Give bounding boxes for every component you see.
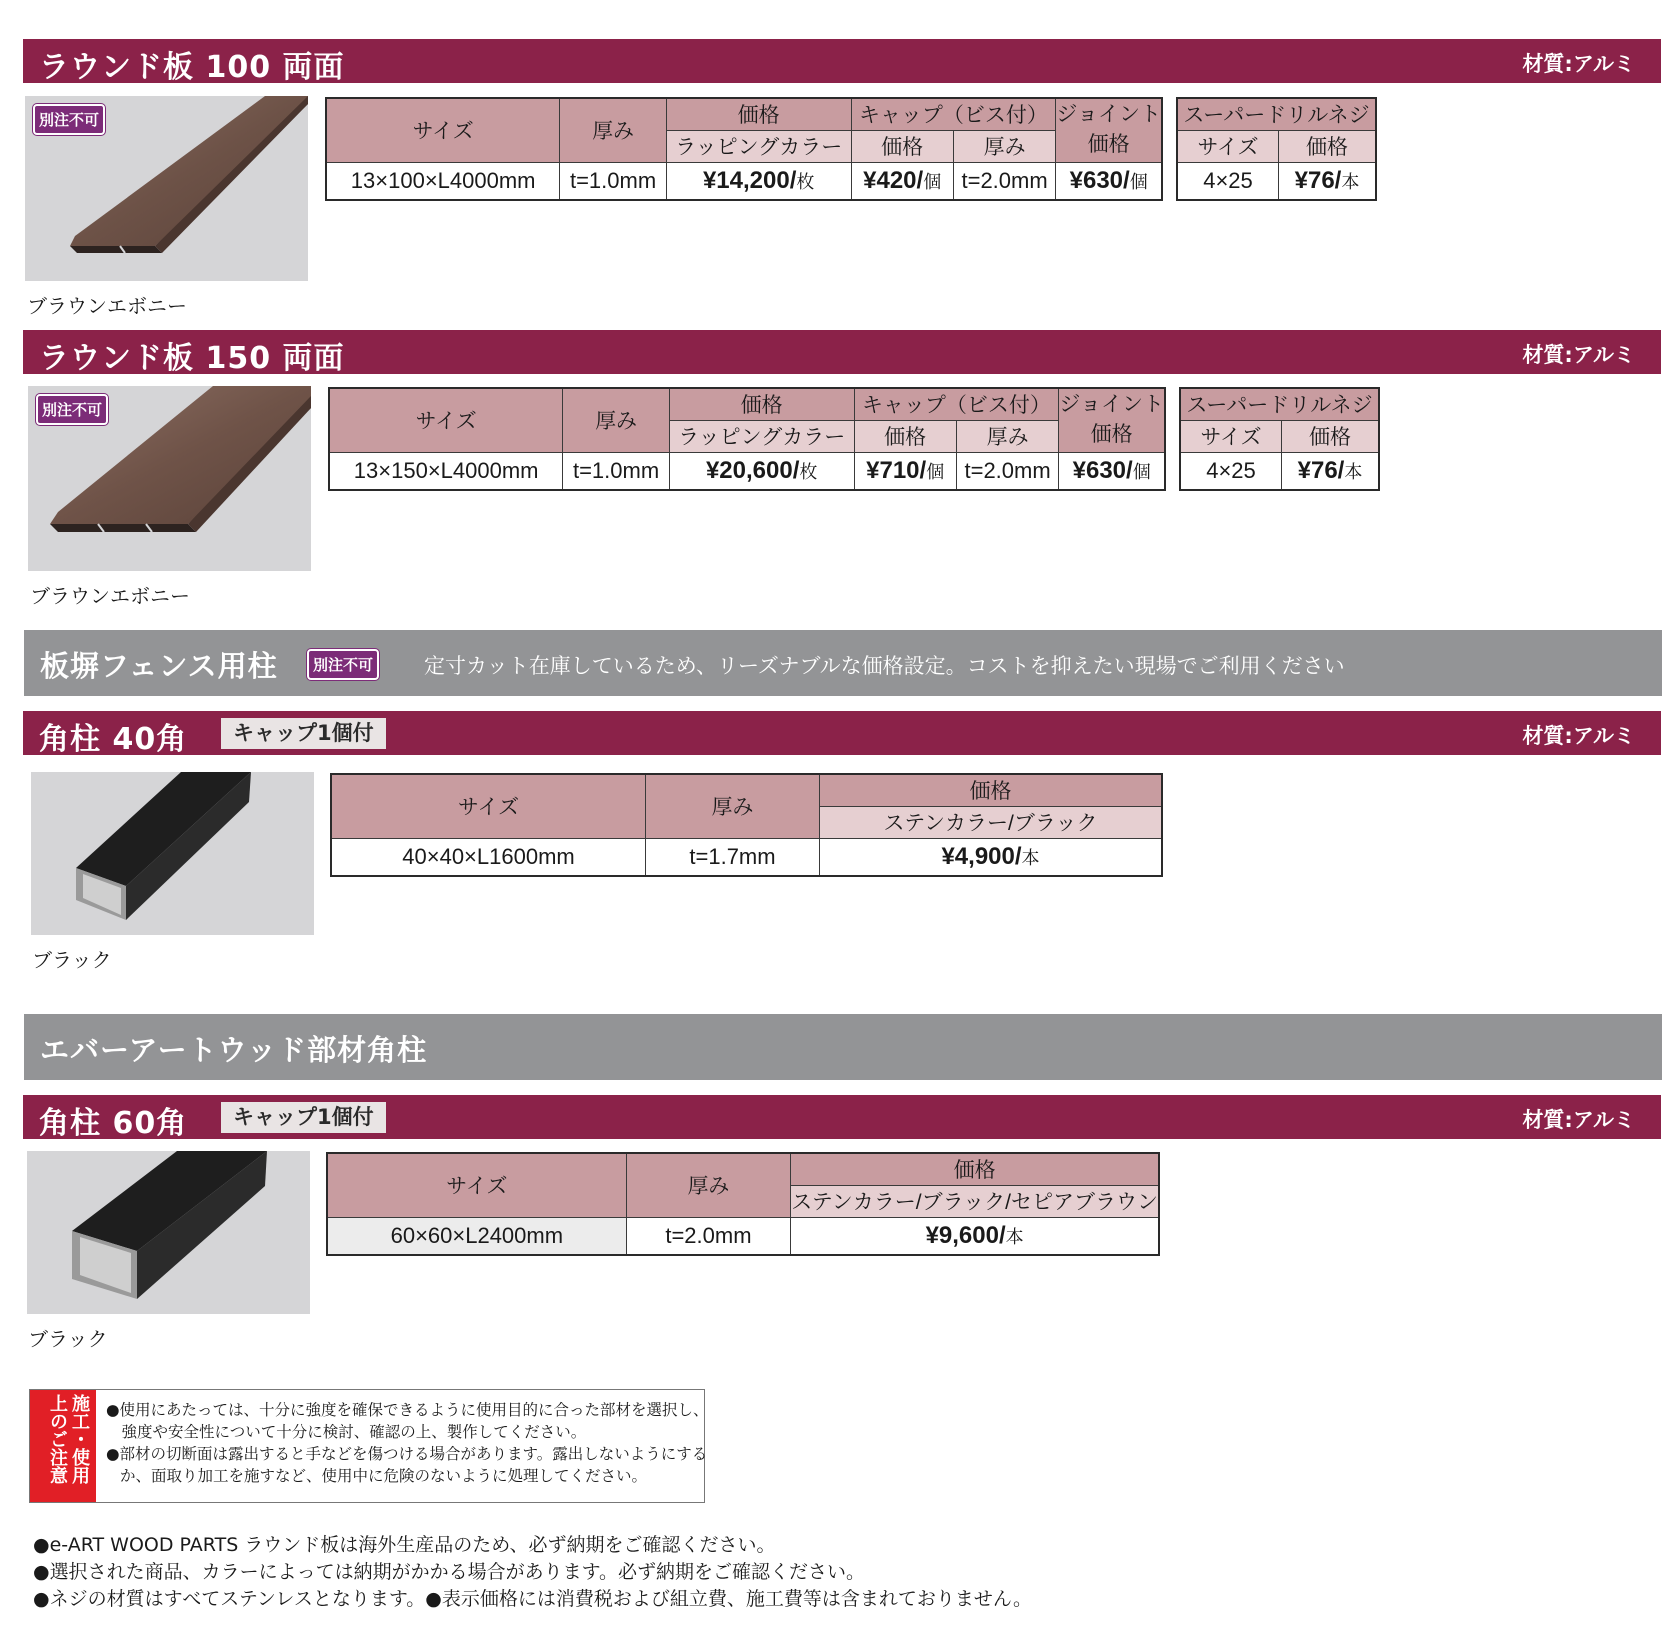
- col-header-size: サイズ: [326, 98, 560, 162]
- caution-line: ●部材の切断面は露出すると手などを傷つける場合があります。露出しないようにする: [106, 1445, 708, 1463]
- footer-note: ●ネジの材質はすべてステンレスとなります。●表示価格には消費税および組立費、施工費等は含まれておりません。: [33, 1588, 1033, 1610]
- cell-price: ¥9,600/本: [791, 1217, 1159, 1255]
- cell-price: ¥14,200/枚: [666, 162, 851, 200]
- cell-joint-price: ¥630/個: [1056, 162, 1162, 200]
- col-header-cap-thickness: 厚み: [953, 130, 1056, 162]
- caution-line: ●使用にあたっては、十分に強度を確保できるように使用目的に合った部材を選択し、: [106, 1401, 709, 1419]
- section-title: ラウンド板 150 両面: [39, 341, 345, 376]
- col-header-cap-price: 価格: [851, 130, 953, 162]
- col-header-colors: ステンカラー/ブラック: [820, 806, 1163, 838]
- caution-box: [29, 1389, 709, 1503]
- col-header-thickness: 厚み: [646, 774, 820, 838]
- cell-thickness: t=2.0mm: [626, 1217, 791, 1255]
- col-header-wrapping: ラッピングカラー: [669, 420, 854, 452]
- screw-title: スーパードリルネジ: [1180, 388, 1379, 420]
- cell-size: 60×60×L2400mm: [327, 1217, 626, 1255]
- product-image-round150: [28, 386, 311, 571]
- col-header-size: サイズ: [327, 1153, 626, 1217]
- spec-table-round150: [328, 387, 1166, 491]
- cell-cap-thickness: t=2.0mm: [953, 162, 1056, 200]
- col-header-price: 価格: [820, 774, 1163, 806]
- cell-cap-price: ¥710/個: [854, 452, 956, 490]
- caution-line: か、面取り加工を施すなど、使用中に危険のないように処理してください。: [120, 1467, 648, 1485]
- cell-cap-thickness: t=2.0mm: [956, 452, 1059, 490]
- cell-thickness: t=1.0mm: [563, 452, 670, 490]
- screw-header-price: 価格: [1282, 420, 1380, 452]
- col-header-joint: ジョイント 価格: [1056, 98, 1162, 162]
- caution-tag-label: 施工・使用上のご注意: [47, 1394, 90, 1484]
- color-caption: ブラウンエボニー: [30, 584, 190, 608]
- screw-size: 4×25: [1177, 162, 1279, 200]
- col-header-size: サイズ: [331, 774, 646, 838]
- no-custom-order-badge: 別注不可: [36, 394, 108, 425]
- section-header-round150: [23, 330, 1661, 374]
- col-header-price: 価格: [791, 1153, 1159, 1185]
- color-caption: ブラック: [32, 948, 112, 972]
- cell-joint-price: ¥630/個: [1059, 452, 1165, 490]
- spec-table-round100: [325, 97, 1163, 201]
- color-caption: ブラウンエボニー: [27, 294, 187, 318]
- spec-table-post60: [326, 1152, 1160, 1256]
- col-header-cap: キャップ（ビス付）: [854, 388, 1059, 420]
- screw-table-round150: [1179, 387, 1380, 491]
- section-header-post40: [23, 711, 1661, 755]
- screw-header-size: サイズ: [1180, 420, 1282, 452]
- col-header-joint: ジョイント 価格: [1059, 388, 1165, 452]
- col-header-price: 価格: [666, 98, 851, 130]
- cell-price: ¥4,900/本: [820, 838, 1163, 876]
- section-title: ラウンド板 100 両面: [39, 50, 345, 85]
- section-title: 角柱 60角: [39, 1106, 188, 1141]
- no-custom-order-badge: 別注不可: [33, 104, 105, 135]
- spec-table-post40: [330, 773, 1163, 877]
- material-label: 材質:アルミ: [1522, 1108, 1635, 1132]
- screw-title: スーパードリルネジ: [1177, 98, 1376, 130]
- section-header-everart: [24, 1014, 1662, 1080]
- section-header-round100: [23, 39, 1661, 83]
- col-header-size: サイズ: [329, 388, 563, 452]
- screw-price: ¥76/本: [1279, 162, 1377, 200]
- screw-header-price: 価格: [1279, 130, 1377, 162]
- material-label: 材質:アルミ: [1522, 724, 1635, 748]
- section-title: エバーアートウッド部材角柱: [40, 1033, 428, 1067]
- section-header-fence-post: [24, 630, 1662, 696]
- cell-cap-price: ¥420/個: [851, 162, 953, 200]
- caution-tag: [30, 1390, 96, 1502]
- col-header-wrapping: ラッピングカラー: [666, 130, 851, 162]
- product-image-post40: [31, 772, 314, 935]
- col-header-thickness: 厚み: [563, 388, 670, 452]
- screw-header-size: サイズ: [1177, 130, 1279, 162]
- col-header-cap-thickness: 厚み: [956, 420, 1059, 452]
- cell-size: 40×40×L1600mm: [331, 838, 646, 876]
- cell-size: 13×100×L4000mm: [326, 162, 560, 200]
- section-title: 角柱 40角: [39, 722, 188, 757]
- cap-included-badge: キャップ1個付: [221, 718, 386, 749]
- cell-size: 13×150×L4000mm: [329, 452, 563, 490]
- product-image-post60: [27, 1151, 310, 1314]
- color-caption: ブラック: [28, 1327, 108, 1351]
- col-header-colors: ステンカラー/ブラック/セピアブラウン: [791, 1185, 1159, 1217]
- product-image-round100: [25, 96, 308, 281]
- cap-included-badge: キャップ1個付: [221, 1102, 386, 1133]
- col-header-thickness: 厚み: [626, 1153, 791, 1217]
- screw-table-round100: [1176, 97, 1377, 201]
- cell-price: ¥20,600/枚: [669, 452, 854, 490]
- col-header-price: 価格: [669, 388, 854, 420]
- section-description: 定寸カット在庫しているため、リーズナブルな価格設定。コストを抑えたい現場でご利用ください: [424, 654, 1345, 678]
- section-header-post60: [23, 1095, 1661, 1139]
- cell-thickness: t=1.7mm: [646, 838, 820, 876]
- material-label: 材質:アルミ: [1522, 343, 1635, 367]
- no-custom-order-badge: 別注不可: [307, 649, 379, 680]
- col-header-cap: キャップ（ビス付）: [851, 98, 1056, 130]
- screw-size: 4×25: [1180, 452, 1282, 490]
- material-label: 材質:アルミ: [1522, 52, 1635, 76]
- col-header-cap-price: 価格: [854, 420, 956, 452]
- section-title: 板塀フェンス用柱: [40, 649, 278, 683]
- caution-line: 強度や安全性について十分に検討、確認の上、製作してください。: [106, 1423, 587, 1441]
- screw-price: ¥76/本: [1282, 452, 1380, 490]
- cell-thickness: t=1.0mm: [560, 162, 667, 200]
- footer-note: ●選択された商品、カラーによっては納期がかかる場合があります。必ず納期をご確認ください。: [33, 1561, 866, 1583]
- footer-note: ●e-ART WOOD PARTS ラウンド板は海外生産品のため、必ず納期をご確認ください。: [33, 1534, 776, 1556]
- col-header-thickness: 厚み: [560, 98, 667, 162]
